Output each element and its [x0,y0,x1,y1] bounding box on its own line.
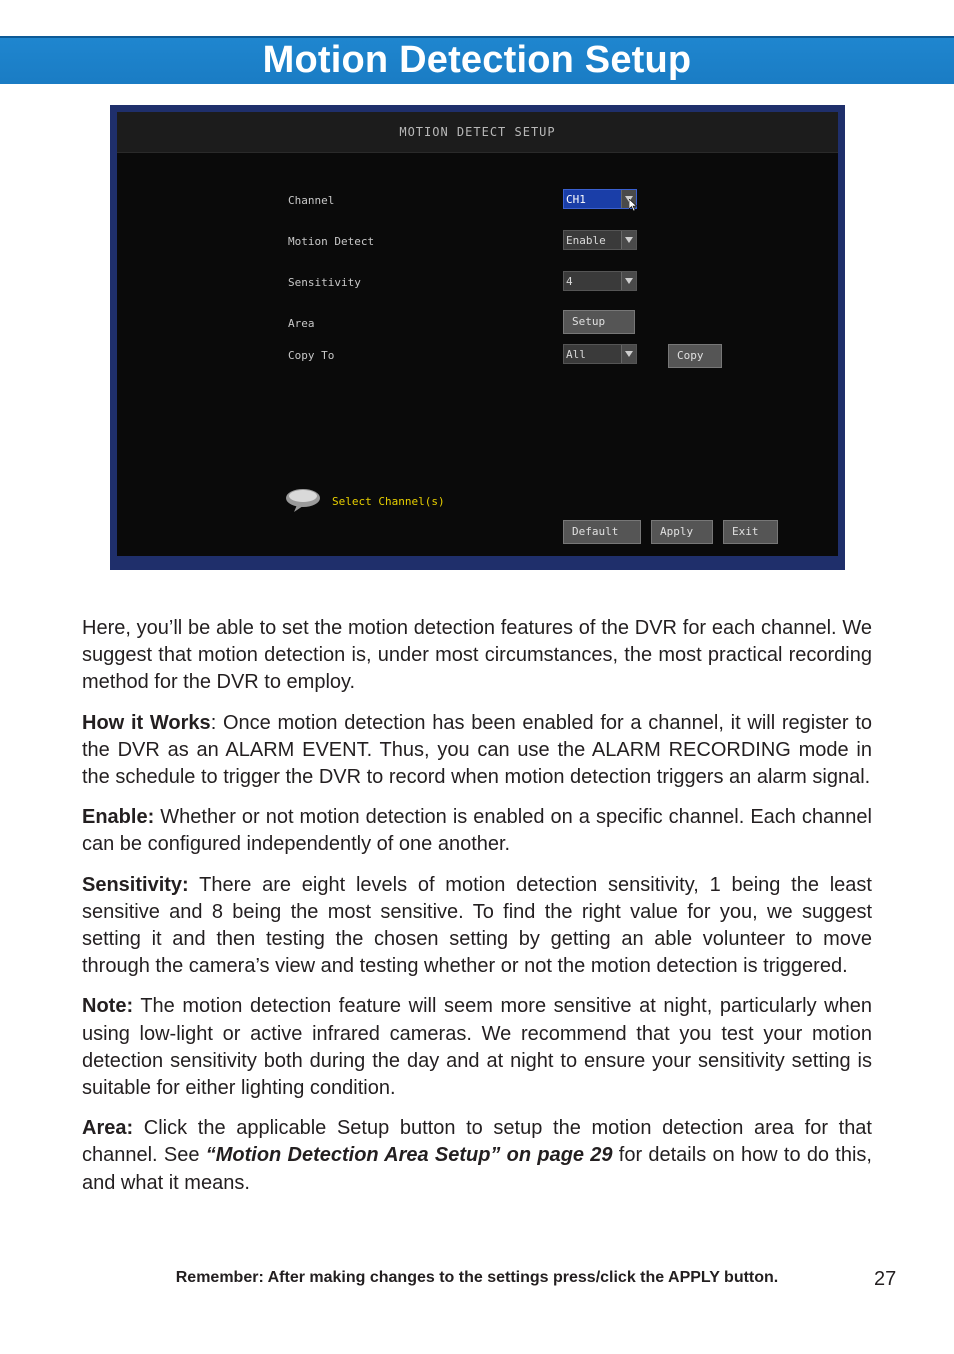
copy-to-value: All [566,348,586,361]
exit-button[interactable]: Exit [723,520,778,544]
copy-to-label: Copy To [288,349,335,362]
motion-detect-label: Motion Detect [288,235,375,248]
area-paragraph [82,1115,872,1197]
area-setup-button[interactable]: Setup [563,310,635,334]
dvr-screen [117,112,838,556]
screen-header-title: MOTION DETECT SETUP [399,125,556,139]
hint-text: Select Channel(s) [332,495,445,508]
chevron-down-icon [621,345,636,363]
screen-header [117,112,838,153]
how-it-works-label: How it Works [82,711,211,734]
note-paragraph [82,993,872,1102]
enable-text: Whether or not motion detection is enabled on a specific channel. Each channel can be configured independently of one another. [82,806,872,856]
area-text-1: Click the applicable Setup button to setup the motion detection area for that channel. See [82,1117,872,1167]
copy-button[interactable]: Copy [668,344,722,368]
intro-paragraph: Here, you’ll be able to set the motion detection features of the DVR for each channel. We suggest that motion detection is, under most circumstances, the most practical recording method for the DVR to employ. [82,617,872,694]
sensitivity-paragraph [82,872,872,981]
sensitivity-label: Sensitivity [288,276,361,289]
mouse-cursor-icon [629,199,637,211]
body-text [82,615,872,1210]
motion-detect-select[interactable] [563,230,637,250]
how-it-works-text: : Once motion detection has been enabled for a channel, it will register to the DVR as an ALARM EVENT. Thus, you can use the ALARM RECORDING mode in the schedule to trigger the DVR to record when motion detection triggers an alarm signal. [82,711,873,789]
enable-paragraph [82,804,872,858]
default-button[interactable]: Default [563,520,641,544]
area-page-reference-link[interactable]: “Motion Detection Area Setup” on page 29 [205,1144,613,1167]
channel-label: Channel [288,194,335,207]
how-it-works-paragraph [82,710,872,792]
dvr-screenshot-frame [110,105,845,570]
chevron-down-icon [621,231,636,249]
note-text: The motion detection feature will seem more sensitive at night, particularly when using low-light or active infrared cameras. We recommend that you test your motion detection sensitivity both during the day and at night to ensure your sensitivity setting is suitable for either lighting condition. [82,995,872,1100]
enable-label: Enable: [82,806,155,829]
sensitivity-label-text: Sensitivity: [82,873,189,896]
page-number: 27 [874,1268,897,1290]
channel-value: CH1 [566,193,586,206]
area-text-2: for details on how to do this, and what it means. [82,1144,872,1194]
footer-note: Remember: After making changes to the settings press/click the APPLY button. [175,1269,779,1286]
page-title: Motion Detection Setup [262,39,692,81]
note-label: Note: [82,995,134,1018]
area-label-text: Area: [82,1117,134,1140]
speech-bubble-icon [285,487,321,513]
motion-detect-value: Enable [566,234,606,247]
area-label: Area [288,317,315,330]
sensitivity-text: There are eight levels of motion detection sensitivity, 1 being the least sensitive and 8 being the most sensitive. To find the right value for you, we suggest setting it and then testing the chosen setting by getting an able volunteer to move through the camera’s view and testing whether or not the motion detection is triggered. [82,873,872,978]
apply-button[interactable]: Apply [651,520,713,544]
copy-to-select[interactable] [563,344,637,364]
title-bar [0,36,954,84]
channel-select[interactable] [563,189,637,209]
chevron-down-icon [621,272,636,290]
sensitivity-select[interactable] [563,271,637,291]
sensitivity-value: 4 [566,275,573,288]
